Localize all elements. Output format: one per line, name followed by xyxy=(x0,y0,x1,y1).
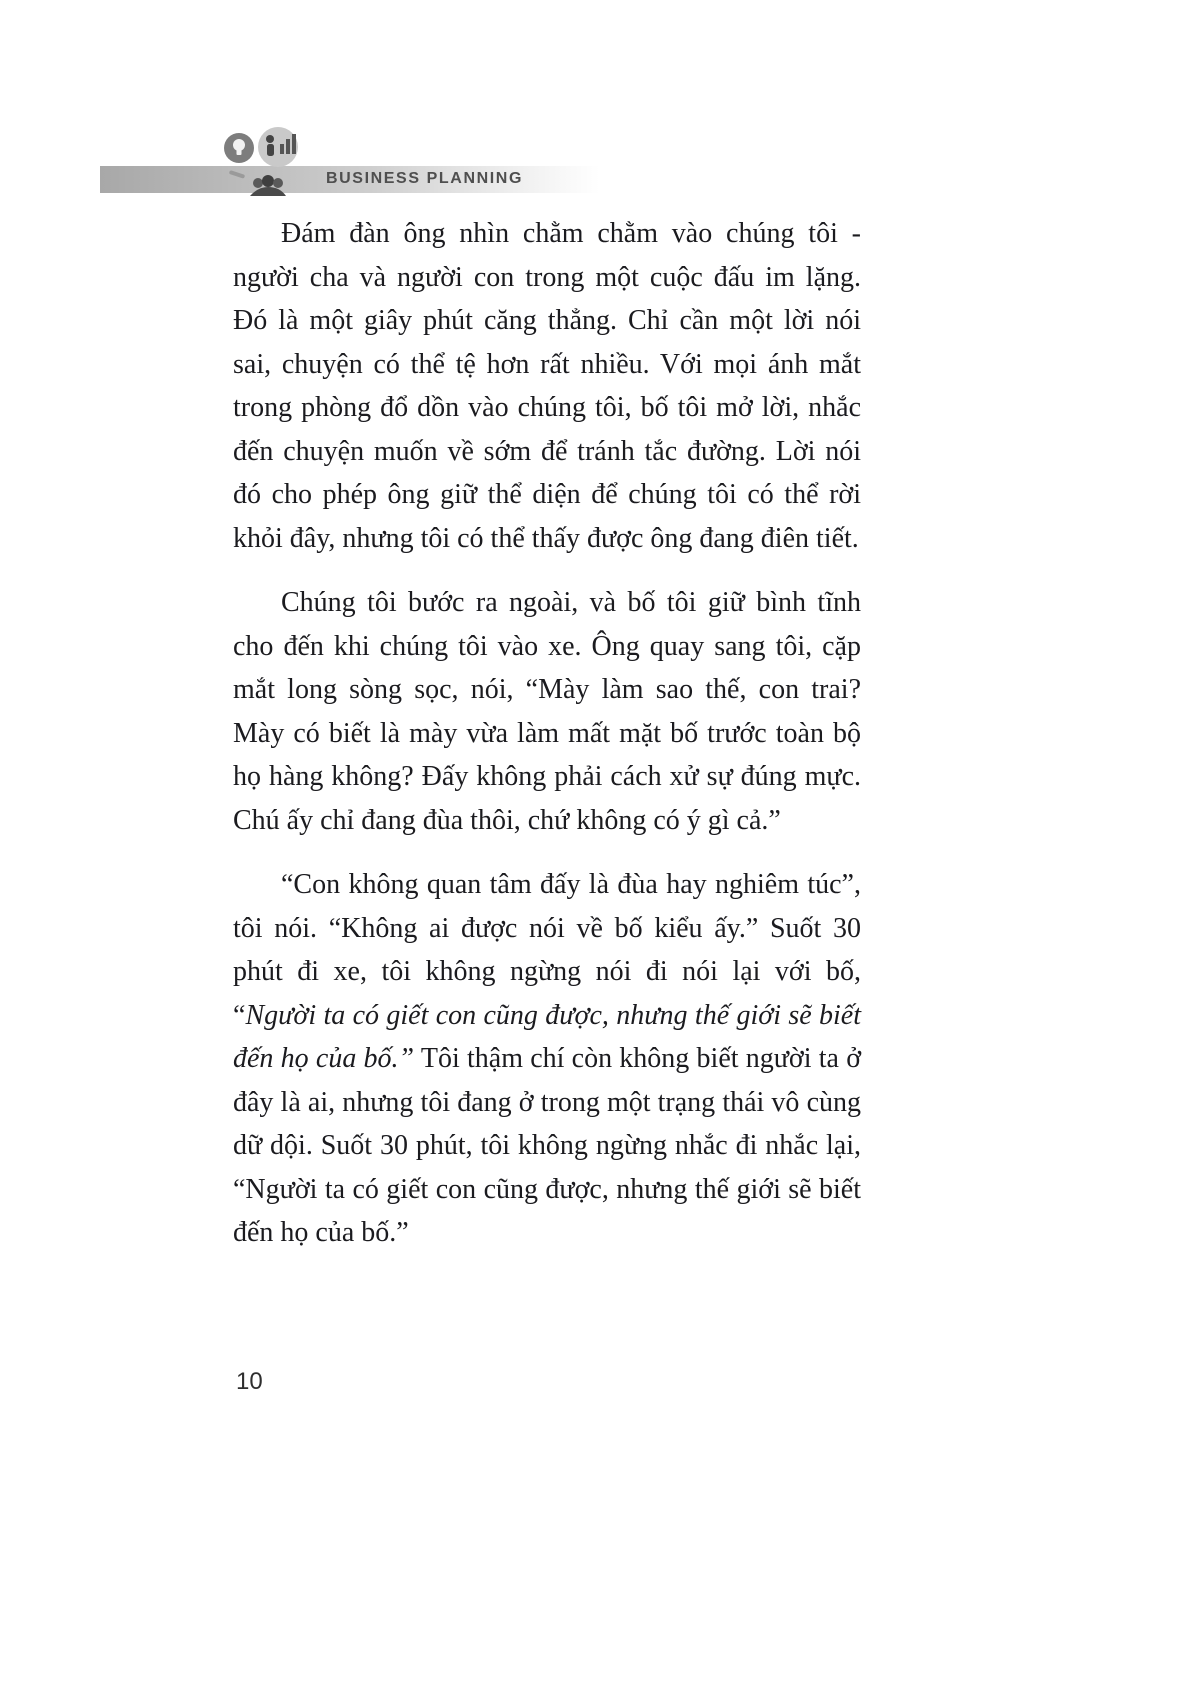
paragraph-3-lead: “Con không quan tâm đấy là đùa hay nghiêm túc”, tôi nói. “Không ai được nói về bố kiểu ấy.” Suốt 30 phút đi xe, tôi không ngừng nói đi nói lại với bố, “ xyxy=(233,869,861,1031)
business-planning-logo xyxy=(222,126,318,200)
paragraph-2: Chúng tôi bước ra ngoài, và bố tôi giữ bình tĩnh cho đến khi chúng tôi vào xe. Ông quay sang tôi, cặp mắt long sòng sọc, nói, “Mày làm sao thế, con trai? Mày có biết là mày vừa làm mất mặt bố trước toàn bộ họ hàng không? Đấy không phải cách xử sự đúng mực. Chú ấy chỉ đang đùa thôi, chứ không có ý gì cả.” xyxy=(233,587,861,836)
pencil-icon xyxy=(229,170,245,179)
presenter-chart-icon xyxy=(258,127,298,167)
page-content xyxy=(233,212,861,1276)
header-title: BUSINESS PLANNING xyxy=(326,170,523,187)
logo-graphic xyxy=(222,126,318,200)
people-group-icon xyxy=(250,175,286,196)
paragraph-1: Đám đàn ông nhìn chằm chằm vào chúng tôi - người cha và người con trong một cuộc đấu im lặng. Đó là một giây phút căng thẳng. Chỉ cần một lời nói sai, chuyện có thể tệ hơn rất nhiều. Với mọi ánh mắt trong phòng đổ dồn vào chúng tôi, bố tôi mở lời, nhắc đến chuyện muốn về sớm để tránh tắc đường. Lời nói đó cho phép ông giữ thể diện để chúng tôi có thể rời khỏi đây, nhưng tôi có thể thấy được ông đang điên tiết. xyxy=(233,218,861,554)
paragraph-3-italic-quote: Người ta có giết con cũng được, nhưng thế giới sẽ biết đến họ của bố.” xyxy=(233,999,861,1074)
page-number: 10 xyxy=(236,1368,263,1395)
lightbulb-icon xyxy=(224,133,254,163)
paragraph-3-tail: Tôi thậm chí còn không biết người ta ở đây là ai, nhưng tôi đang ở trong một trạng thái vô cùng dữ dội. Suốt 30 phút, tôi không ngừng nhắc đi nhắc lại, “Người ta có giết con cũng được, nhưng thế giới sẽ biết đến họ của bố.” xyxy=(233,1043,861,1248)
paragraph-3 xyxy=(233,863,861,1255)
